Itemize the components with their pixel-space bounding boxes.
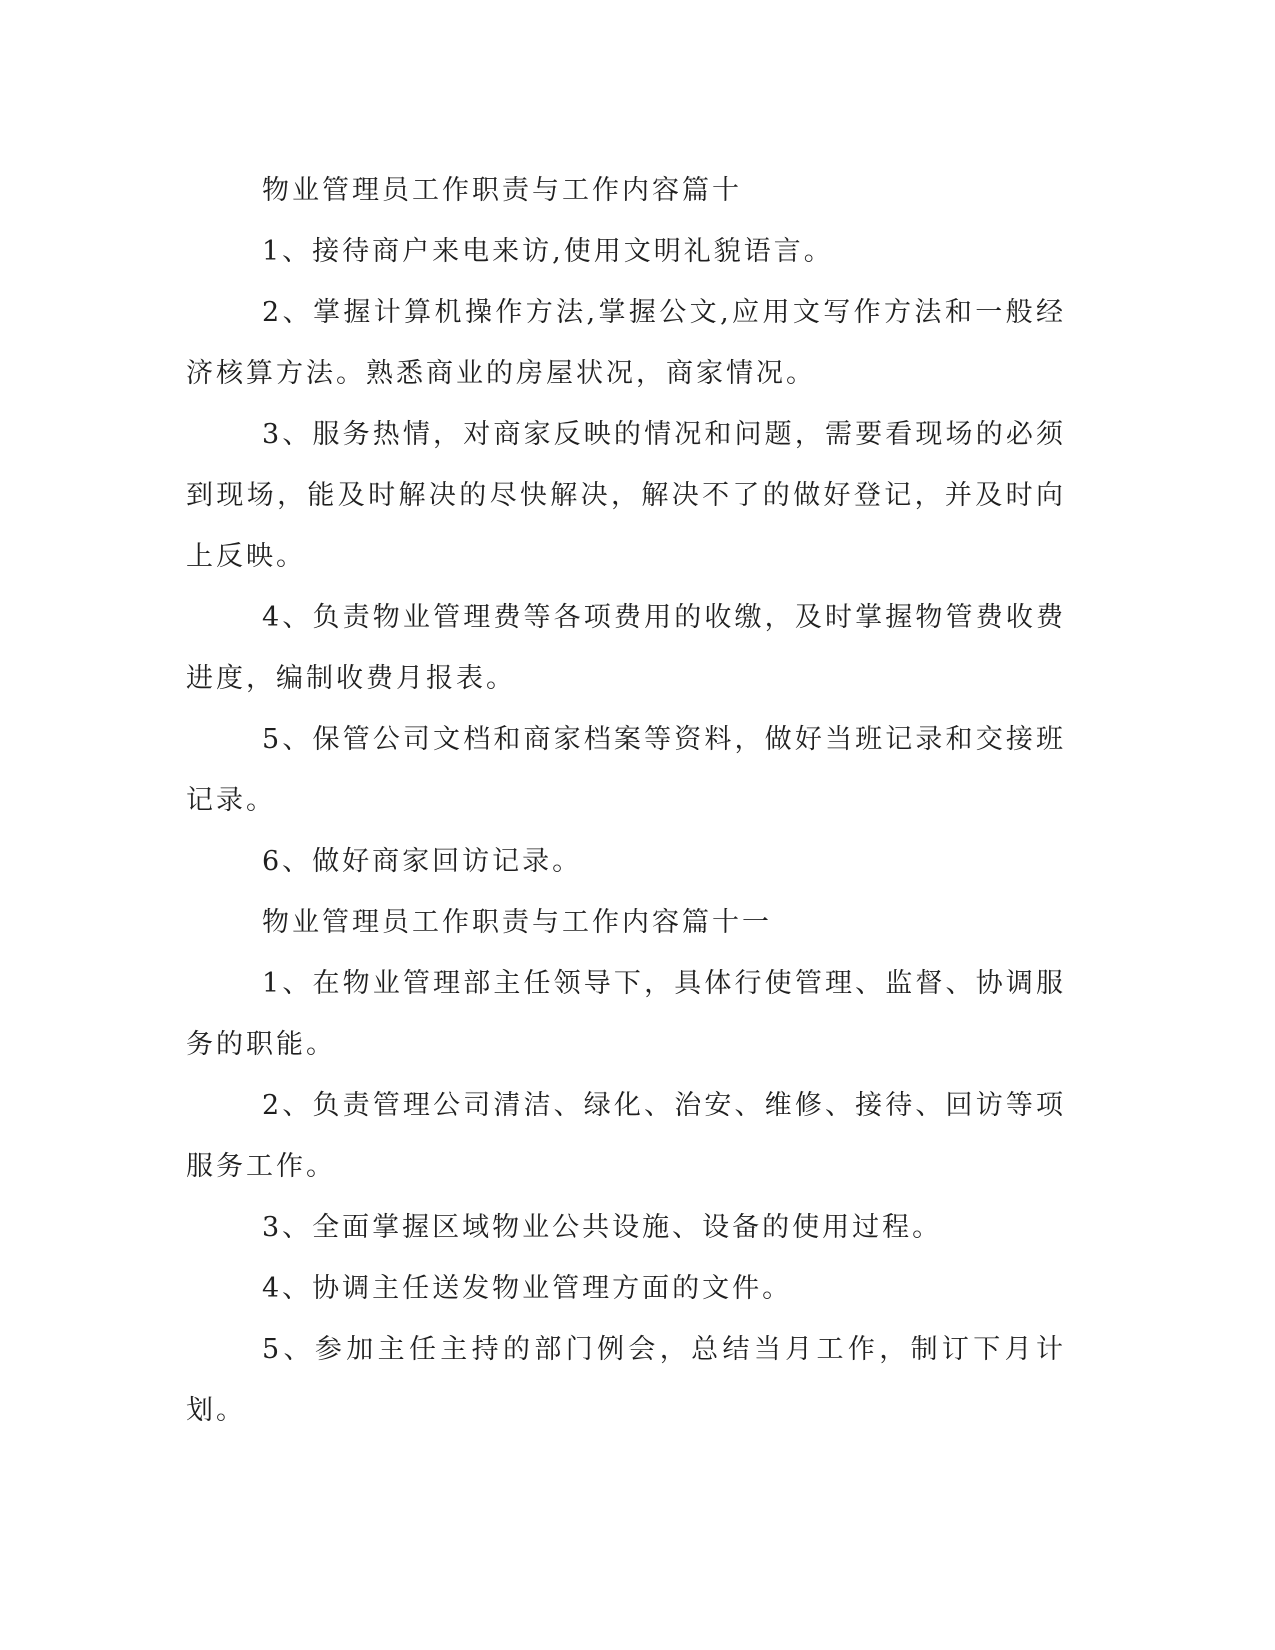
section-heading-10: 物业管理员工作职责与工作内容篇十 <box>262 175 742 206</box>
list-item: 2、掌握计算机操作方法,掌握公文,应用文写作方法和一般经济核算方法。熟悉商业的房屋状况，商家情况。 <box>186 297 1066 389</box>
list-item: 5、保管公司文档和商家档案等资料，做好当班记录和交接班记录。 <box>186 724 1066 816</box>
list-item: 1、在物业管理部主任领导下，具体行使管理、监督、协调服务的职能。 <box>186 968 1066 1060</box>
list-item: 4、协调主任送发物业管理方面的文件。 <box>262 1273 793 1304</box>
list-item: 6、做好商家回访记录。 <box>262 846 583 877</box>
list-item: 5、参加主任主持的部门例会，总结当月工作，制订下月计划。 <box>186 1334 1066 1426</box>
list-item: 2、负责管理公司清洁、绿化、治安、维修、接待、回访等项服务工作。 <box>186 1090 1066 1182</box>
list-item: 1、接待商户来电来访,使用文明礼貌语言。 <box>262 236 834 267</box>
section-heading-11: 物业管理员工作职责与工作内容篇十一 <box>262 907 772 938</box>
list-item: 3、全面掌握区域物业公共设施、设备的使用过程。 <box>262 1212 943 1243</box>
document-body <box>186 160 1066 1441</box>
list-item: 4、负责物业管理费等各项费用的收缴，及时掌握物管费收费进度，编制收费月报表。 <box>186 602 1066 694</box>
list-item: 3、服务热情，对商家反映的情况和问题，需要看现场的必须到现场，能及时解决的尽快解决，解决不了的做好登记，并及时向上反映。 <box>186 419 1066 572</box>
